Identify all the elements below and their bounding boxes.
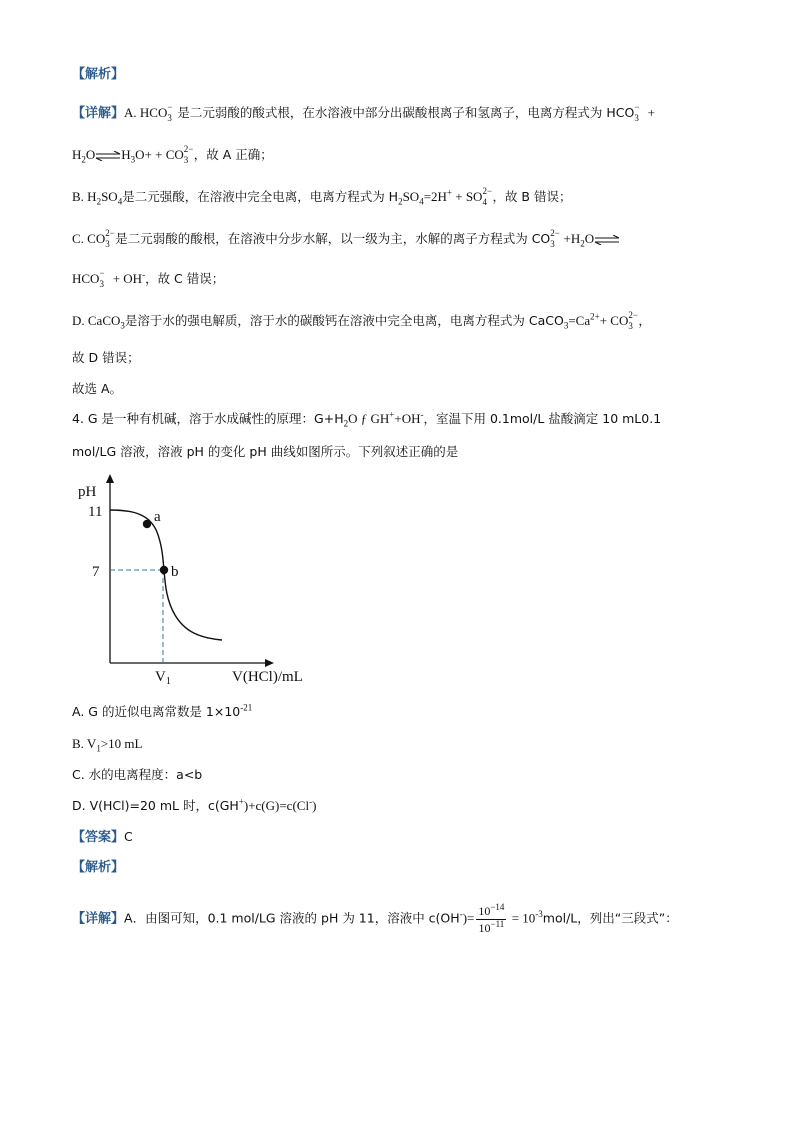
point-b [160, 566, 168, 574]
titration-chart [60, 470, 330, 695]
answer-line [72, 828, 133, 847]
point-b-label: b [171, 564, 179, 580]
answer-value: C [124, 829, 133, 844]
point-a [143, 520, 151, 528]
x-axis-arrow-icon [265, 659, 274, 667]
option-c-explanation-line2: HCO − 3 + OH-，故 C 错误； [72, 268, 225, 290]
question-4-stem-line1: 4. G 是一种有机碱，溶于水成碱性的原理：$G+H_2O$ ƒ GH++OH-，室温下用 0.1mol/L 盐酸滴定 10 mL0.1 [72, 409, 662, 429]
detail-tag: 【详解】 [72, 106, 125, 121]
fraction: $\frac{10^{-14}}{10^{-11}}$ [478, 902, 505, 935]
point-a-label: a [154, 509, 161, 525]
question-4-stem-line2: mol/LG 溶液，溶液 pH 的变化 pH 曲线如图所示。下列叙述正确的是 [72, 444, 459, 459]
analysis-tag-2: 【解析】 [72, 860, 125, 875]
option-b-explanation: B. $H_2SO_4$是二元强酸，在溶液中完全电离，电离方程式为 $H_2SO_4=2H^+$ + SO 2− 4 ，故 B 错误； [72, 186, 572, 208]
option-a-explanation-line1: 【详解】A. HCO − 3 是二元弱酸的酸式根，在水溶液中部分出碳酸根离子和氢离子，电离方程式为 HCO − 3 + [72, 102, 655, 124]
option-d: D. V(HCl)=20 mL 时，c(GH+)+c(G)=c(Cl-) [72, 796, 317, 813]
y-tick-11: 11 [88, 504, 103, 520]
y-axis-label: pH [78, 484, 97, 500]
option-a-explanation-line2: $H_2O$ $H_3O+$ + CO 2− 3 ，故 A 正确； [72, 144, 273, 166]
x-axis-label: V(HCl)/mL [232, 669, 303, 685]
equilibrium-arrow-icon [95, 151, 121, 161]
y-tick-7: 7 [92, 564, 100, 580]
option-a: A. G 的近似电离常数是 $1\times 10^{-21}$ [72, 702, 253, 719]
option-c: C. 水的电离程度：a<b [72, 767, 203, 782]
analysis-tag: 【解析】 [72, 67, 125, 82]
option-d-explanation-line1: D. CaCO$_3$是溶于水的强电解质，溶于水的碳酸钙在溶液中完全电离，电离方程式为 $CaCO_3=Ca^{2+}+$ CO 2− 3 ， [72, 310, 651, 332]
titration-curve [110, 510, 222, 640]
option-b: B. $V_1>10$ mL [72, 736, 143, 754]
equilibrium-arrow-icon [594, 235, 620, 245]
detail-tag-2: 【详解】 [72, 911, 125, 927]
option-c-explanation-line1: C. CO 2− 3 是二元弱酸的酸根，在溶液中分步水解，以一级为主，水解的离子方程式为 CO 2− 3 $+H_2O$ [72, 230, 620, 249]
y-axis-arrow-icon [106, 474, 114, 483]
option-d-explanation-line2: 故 D 错误； [72, 350, 140, 365]
answer-tag: 【答案】 [72, 830, 125, 845]
conclusion: 故选 A。 [72, 381, 123, 396]
detail-explanation: 【详解】A．由图可知，0.1 mol/LG 溶液的 pH 为 11，溶液中 c(OH-)= $\frac{10^{-14}}{10^{-11}}$ = $10^{-3}mol/L$，列出“三段式”： [72, 902, 678, 935]
x-tick-v1: $V_1$ [155, 669, 171, 687]
